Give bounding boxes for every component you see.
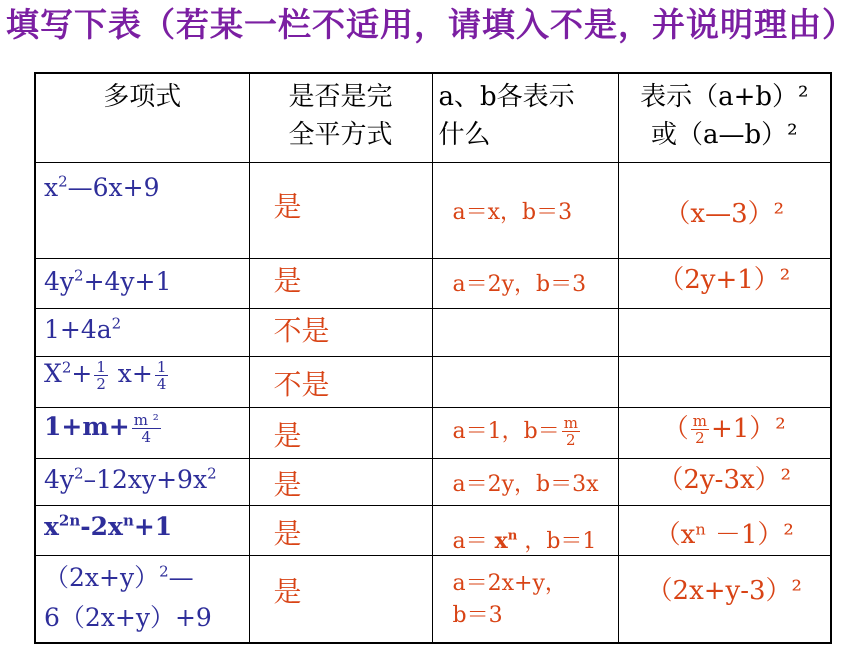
- fraction-m-squared-over-4: $\frac{\text{m ²}}{4}$: [133, 410, 159, 446]
- answer-cell: 是: [249, 258, 432, 308]
- table-row: [35, 458, 831, 505]
- result-cell: （x—3）²: [618, 162, 831, 258]
- header-row: [35, 73, 831, 162]
- ab-cell: a＝x，b＝3: [432, 162, 618, 258]
- polynomial-cell: $4y^2+4y+1$: [35, 258, 249, 308]
- result-cell: （2x+y-3）²: [618, 555, 831, 643]
- table-row: [35, 555, 831, 643]
- header-square-form: 表示（a+b）² 或（a—b）²: [618, 73, 831, 162]
- table-row: [35, 356, 831, 407]
- page-title: 填写下表（若某一栏不适用，请填入不是，并说明理由）: [6, 5, 856, 44]
- ab-cell: a＝2y，b＝3: [432, 258, 618, 308]
- ab-cell: $a= x^n$ ，b＝1: [432, 505, 618, 555]
- result-cell: （2y-3x）²: [618, 458, 831, 505]
- ab-cell: a＝1，b＝ $\frac{m}{2}$: [432, 407, 618, 458]
- header-is-perfect-square: 是否是完 全平方式: [249, 73, 432, 162]
- ab-cell: a＝2y，b＝3x: [432, 458, 618, 505]
- table-row: [35, 162, 831, 258]
- fraction-m-over-2: $\frac{m}{2}$: [563, 414, 578, 449]
- result-cell: （ $\frac{m}{2}$ +1）²: [618, 407, 831, 458]
- table-row: [35, 407, 831, 458]
- polynomial-cell: $x^2—6x+9$: [35, 162, 249, 258]
- polynomial-cell: $(2x+y)^2—$ 6（2x+y）+9: [35, 555, 249, 643]
- polynomial-cell: 1+m+ $\frac{\text{m ²}}{4}$: [35, 407, 249, 458]
- fraction-one-quarter: $\frac{1}{4}$: [156, 357, 167, 393]
- answer-cell: 不是: [249, 308, 432, 356]
- header-polynomial: 多项式: [35, 73, 249, 162]
- answer-cell: 是: [249, 505, 432, 555]
- table-row: [35, 258, 831, 308]
- result-cell: [618, 308, 831, 356]
- polynomial-cell: $X^2+$ $\frac{1}{2}$ x+ $\frac{1}{4}$: [35, 356, 249, 407]
- ab-cell: [432, 356, 618, 407]
- polynomial-cell: $1+4a^2$: [35, 308, 249, 356]
- ab-cell: a＝2x+y， b＝3: [432, 555, 618, 643]
- polynomial-cell: $4y^2-12xy+9x^2$: [35, 458, 249, 505]
- table-row: [35, 505, 831, 555]
- fraction-m-over-2-result: $\frac{m}{2}$: [692, 412, 707, 447]
- ab-cell: [432, 308, 618, 356]
- fraction-one-half: $\frac{1}{2}$: [96, 357, 106, 393]
- answer-cell: 是: [249, 162, 432, 258]
- result-cell: （xⁿ －1）²: [618, 505, 831, 555]
- header-a-b-meaning: a、b各表示 什么: [432, 73, 618, 162]
- result-cell: [618, 356, 831, 407]
- answer-cell: 不是: [249, 356, 432, 407]
- answer-cell: 是: [249, 555, 432, 643]
- result-cell: （2y+1）²: [618, 258, 831, 308]
- table-row: [35, 308, 831, 356]
- polynomial-cell: $x^{2n}-2x^n+1$: [35, 505, 249, 555]
- answer-cell: 是: [249, 407, 432, 458]
- polynomial-table: [34, 72, 832, 644]
- answer-cell: 是: [249, 458, 432, 505]
